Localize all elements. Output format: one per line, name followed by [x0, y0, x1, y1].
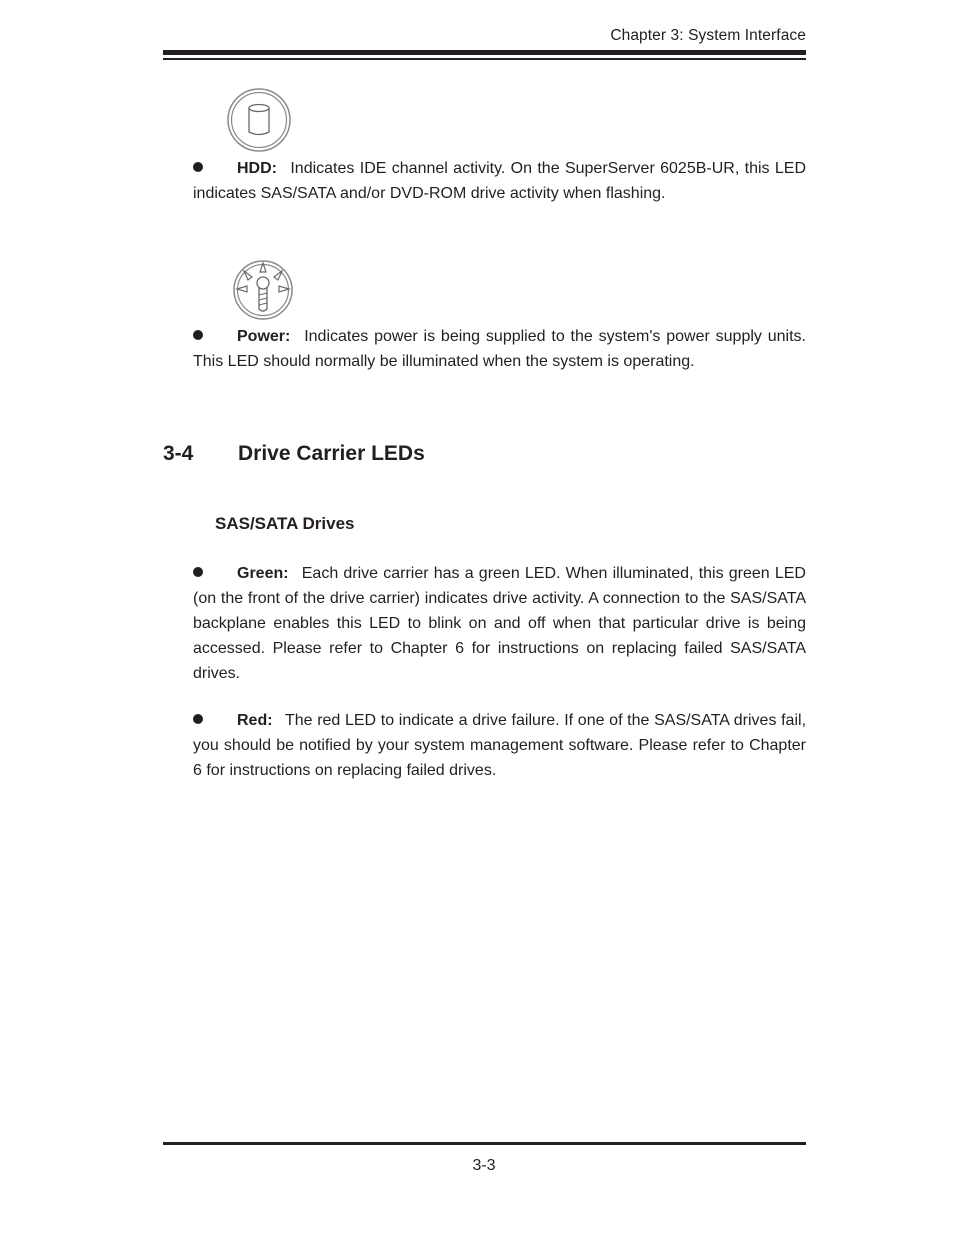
sub-heading: SAS/SATA Drives — [215, 514, 355, 533]
section-number: 3-4 — [163, 442, 194, 465]
header-rule-thick — [163, 50, 806, 55]
hdd-item — [193, 156, 806, 206]
hdd-label: HDD: — [237, 160, 277, 177]
red-item — [193, 708, 806, 783]
footer-rule — [163, 1142, 806, 1145]
bullet — [193, 567, 203, 577]
running-header: Chapter 3: System Interface — [610, 27, 806, 44]
green-label: Green: — [237, 565, 289, 582]
hdd-icon — [226, 87, 292, 153]
power-description: Indicates power is being supplied to the system's power supply units. This LED should normally be illuminated when the system is operating. — [193, 328, 806, 370]
section-title: Drive Carrier LEDs — [238, 442, 425, 465]
power-label: Power: — [237, 328, 291, 345]
red-description: The red LED to indicate a drive failure. If one of the SAS/SATA drives fail, you should be notified by your system management software. Please refer to Chapter 6 for instructions on replacing failed drives. — [193, 712, 807, 779]
green-item — [193, 561, 806, 686]
header-rule-thin — [163, 58, 806, 60]
power-light-icon — [232, 259, 294, 321]
green-description: Each drive carrier has a green LED. When illuminated, this green LED (on the front of the drive carrier) indicates drive activity. A connection to the SAS/SATA backplane enables this LED to blink on and off when that particular drive is being accessed. Please refer to Chapter 6 for instructions on replacing failed SAS/SATA drives. — [193, 565, 806, 682]
power-item — [193, 324, 806, 374]
section-heading — [163, 442, 425, 466]
page-number: 3-3 — [472, 1157, 496, 1174]
bullet — [193, 162, 203, 172]
hdd-description: Indicates IDE channel activity. On the SuperServer 6025B-UR, this LED indicates SAS/SATA and/or DVD-ROM drive activity when flashing. — [193, 160, 807, 202]
red-label: Red: — [237, 712, 273, 729]
bullet — [193, 330, 203, 340]
bullet — [193, 714, 203, 724]
